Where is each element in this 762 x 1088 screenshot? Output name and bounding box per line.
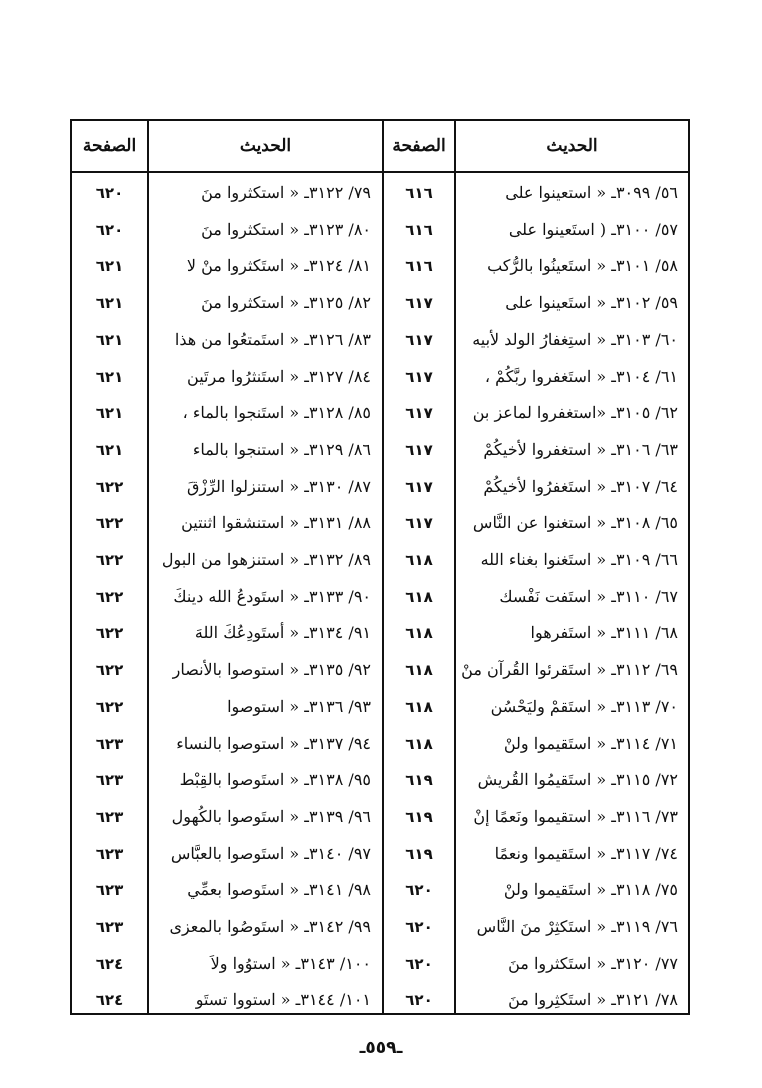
table-row	[72, 175, 688, 212]
page-ref: ٦٢٢	[95, 624, 124, 643]
hadith-entry: ٩٦/ ٣١٣٩ـ « استَوصوا بالكُهول	[171, 806, 371, 826]
page-ref: ٦١٧	[405, 514, 433, 533]
page-ref: ٦٢٢	[95, 551, 124, 569]
page-ref: ٦١٩	[405, 771, 433, 790]
hadith-entry: ٧٩/ ٣١٢٢ـ « استكثروا منَ	[201, 183, 371, 202]
page-ref: ٦٢١	[95, 404, 124, 423]
table-row	[72, 359, 688, 396]
hadith-entry: ٦٣/ ٣١٠٦ـ « استغفروا لأخيكُمْ	[483, 439, 678, 459]
page-ref: ٦٢١	[95, 294, 124, 313]
header-page-left: الصفحة	[82, 136, 137, 156]
table-row	[72, 505, 688, 542]
page-ref: ٦١٧	[405, 367, 433, 386]
hadith-entry: ٨٨/ ٣١٣١ـ « استنشقوا اثنتين	[181, 513, 371, 533]
hadith-entry: ٨٧/ ٣١٣٠ـ « استنزلوا الرِّزْقَ	[187, 476, 371, 496]
hadith-entry: ٧٦/ ٣١١٩ـ « استَكثِرْ منَ النَّاس	[476, 917, 678, 936]
hadith-entry: ١٠٠/ ٣١٤٣ـ « استوُوا ولاَ	[210, 953, 371, 973]
header-hadith-left: الحديث	[239, 136, 292, 156]
page-ref: ٦٢٠	[405, 991, 433, 1010]
table-row	[72, 248, 688, 285]
page-ref: ٦١٨	[405, 551, 433, 569]
hadith-entry: ٩٨/ ٣١٤١ـ « استَوصوا بعمِّي	[187, 880, 371, 900]
page-ref: ٦٢٣	[95, 734, 124, 753]
table-row	[72, 395, 688, 432]
hadith-entry: ٨٣/ ٣١٢٦ـ « استَمتعُوا من هذا	[174, 329, 371, 349]
hadith-entry: ٥٨/ ٣١٠١ـ « استَعينُوا بالرُّكب	[487, 256, 678, 276]
page-ref: ٦٢١	[95, 367, 124, 386]
hadith-entry: ٨٥/ ٣١٢٨ـ « استَنجوا بالماء ،	[182, 403, 371, 423]
table-row	[72, 762, 688, 799]
table-row	[72, 872, 688, 909]
table-row	[72, 542, 688, 579]
hadith-index-table	[70, 119, 690, 1015]
hadith-entry: ٦٤/ ٣١٠٧ـ « استَغفرُوا لأخيكُمْ	[483, 476, 678, 496]
hadith-entry: ٩٠/ ٣١٣٣ـ « استَودعُ الله دينكَ	[173, 586, 371, 606]
hadith-entry: ٧٥/ ٣١١٨ـ « استَقيموا ولنْ	[503, 880, 678, 900]
table-row	[72, 652, 688, 689]
table-row	[72, 909, 688, 946]
hadith-entry: ٦٧/ ٣١١٠ـ « استَفت نَفْسك	[499, 586, 678, 606]
page-ref: ٦٢٣	[95, 881, 124, 900]
page-ref: ٦٢٢	[95, 587, 124, 606]
page-ref: ٦١٧	[405, 440, 433, 459]
page-ref: ٦١٧	[405, 330, 433, 349]
hadith-entry: ٥٧/ ٣١٠٠ـ ( استَعينوا على	[508, 219, 678, 239]
page-ref: ٦٢١	[95, 330, 124, 349]
hadith-entry: ٥٦/ ٣٠٩٩ـ « استعينوا على	[505, 183, 678, 202]
hadith-entry: ٧٠/ ٣١١٣ـ « استَقمْ وليَحْسُن	[490, 696, 678, 716]
page-ref: ٦١٦	[405, 257, 433, 276]
page-ref: ٦٢٠	[405, 954, 433, 973]
page-ref: ٦٢٣	[95, 807, 124, 826]
hadith-entry: ٦٦/ ٣١٠٩ـ « استَغنوا بغناء الله	[480, 550, 678, 569]
page-ref: ٦١٦	[405, 220, 433, 239]
page-ref: ٦٢١	[95, 257, 124, 276]
table-row	[72, 689, 688, 726]
page-ref: ٦٢٢	[95, 661, 124, 680]
table-row	[72, 469, 688, 506]
hadith-entry: ٧٧/ ٣١٢٠ـ « استَكثروا منَ	[508, 953, 678, 973]
table-row	[72, 212, 688, 249]
hadith-entry: ٦٢/ ٣١٠٥ـ «استغفروا لماعز بن	[472, 403, 678, 423]
table-row	[72, 836, 688, 873]
hadith-entry: ٦٩/ ٣١١٢ـ « استَقرئوا القُرآن منْ	[461, 660, 678, 680]
page-ref: ٦١٩	[405, 807, 433, 826]
page-ref: ٦١٨	[405, 587, 433, 606]
table-row	[72, 726, 688, 763]
page-ref: ٦٢٢	[95, 477, 124, 496]
page-ref: ٦٢١	[95, 440, 124, 459]
hadith-entry: ٧٤/ ٣١١٧ـ « استَقيموا ونعمًا	[494, 843, 678, 863]
hadith-entry: ٩٩/ ٣١٤٢ـ « استَوصُوا بالمعزى	[169, 917, 371, 936]
page-ref: ٦٢٤	[95, 954, 124, 973]
hadith-entry: ٨٠/ ٣١٢٣ـ « استكثروا منَ	[201, 219, 371, 239]
page-ref: ٦١٨	[405, 624, 433, 643]
page-ref: ٦٢٠	[405, 918, 433, 936]
page-ref: ٦١٧	[405, 404, 433, 423]
page-ref: ٦١٧	[405, 477, 433, 496]
table-row	[72, 579, 688, 616]
page-ref: ٦٢٣	[95, 771, 124, 790]
page-ref: ٦٢٠	[405, 881, 433, 900]
page-ref: ٦٢٣	[95, 844, 124, 863]
hadith-entry: ٨٩/ ٣١٣٢ـ « استنزهوا من البول	[161, 550, 371, 569]
table-row	[72, 982, 688, 1019]
hadith-entry: ٦٥/ ٣١٠٨ـ « استغنوا عن النَّاس	[472, 513, 678, 533]
page-ref: ٦١٨	[405, 661, 433, 680]
hadith-entry: ٧١/ ٣١١٤ـ « استَقيموا ولنْ	[503, 733, 678, 753]
hadith-entry: ٩٢/ ٣١٣٥ـ « استوصوا بالأنصار	[172, 660, 371, 680]
hadith-entry: ٦٠/ ٣١٠٣ـ « استِغفارُ الولد لأبيه	[472, 329, 678, 349]
table-row	[72, 285, 688, 322]
header-hadith-right: الحديث	[546, 136, 598, 156]
hadith-entry: ١٠١/ ٣١٤٤ـ « استووا تستَو	[195, 990, 371, 1010]
hadith-entry: ٩٣/ ٣١٣٦ـ « استوصوا	[227, 696, 371, 716]
hadith-entry: ٩٤/ ٣١٣٧ـ « استوصوا بالنساء	[176, 733, 371, 753]
table-row	[72, 432, 688, 469]
hadith-entry: ٨٤/ ٣١٢٧ـ « استَنثرُوا مرتَين	[187, 366, 371, 386]
page-ref: ٦١٦	[405, 184, 433, 202]
header-page-right: الصفحة	[392, 136, 446, 156]
page-ref: ٦١٨	[405, 734, 433, 753]
hadith-entry: ٩٥/ ٣١٣٨ـ « استَوصوا بالقِبْط	[179, 770, 371, 790]
page-ref: ٦١٩	[405, 844, 433, 863]
hadith-entry: ٩١/ ٣١٣٤ـ « أستَودِعُكَ اللهَ	[194, 623, 371, 643]
table-row	[72, 615, 688, 652]
hadith-entry: ٥٩/ ٣١٠٢ـ « استَعينوا على	[505, 293, 678, 313]
hadith-entry: ٧٢/ ٣١١٥ـ « استَقيمُوا القُريش	[477, 770, 678, 790]
hadith-entry: ٦٨/ ٣١١١ـ « استَفرهوا	[530, 623, 678, 643]
hadith-entry: ٨١/ ٣١٢٤ـ « استَكثروا منْ لا	[186, 256, 371, 276]
table-row	[72, 946, 688, 983]
page-ref: ٦٢٣	[95, 918, 124, 936]
page-ref: ٦٢٠	[95, 184, 124, 202]
table-row	[72, 322, 688, 359]
page-ref: ٦٢٢	[95, 697, 124, 716]
hadith-entry: ٨٦/ ٣١٢٩ـ « استنجوا بالماء	[192, 439, 371, 459]
hadith-entry: ٩٧/ ٣١٤٠ـ « استَوصوا بالعبَّاس	[170, 843, 371, 863]
page-number: ـ٥٥٩ـ	[359, 1038, 403, 1058]
table-row	[72, 799, 688, 836]
hadith-entry: ٦١/ ٣١٠٤ـ « استَغفروا ربَّكُمْ ،	[484, 366, 678, 386]
header-divider	[72, 171, 688, 173]
page-ref: ٦١٨	[405, 697, 433, 716]
page-ref: ٦٢٤	[95, 991, 124, 1010]
hadith-entry: ٧٨/ ٣١٢١ـ « استَكثِروا منَ	[508, 990, 678, 1010]
page-ref: ٦٢٢	[95, 514, 124, 533]
page-ref: ٦١٧	[405, 294, 433, 313]
hadith-entry: ٨٢/ ٣١٢٥ـ « استكثروا منَ	[201, 293, 371, 313]
hadith-entry: ٧٣/ ٣١١٦ـ « استقيموا ونَعمًا إنْ	[473, 806, 678, 826]
page-ref: ٦٢٠	[95, 220, 124, 239]
